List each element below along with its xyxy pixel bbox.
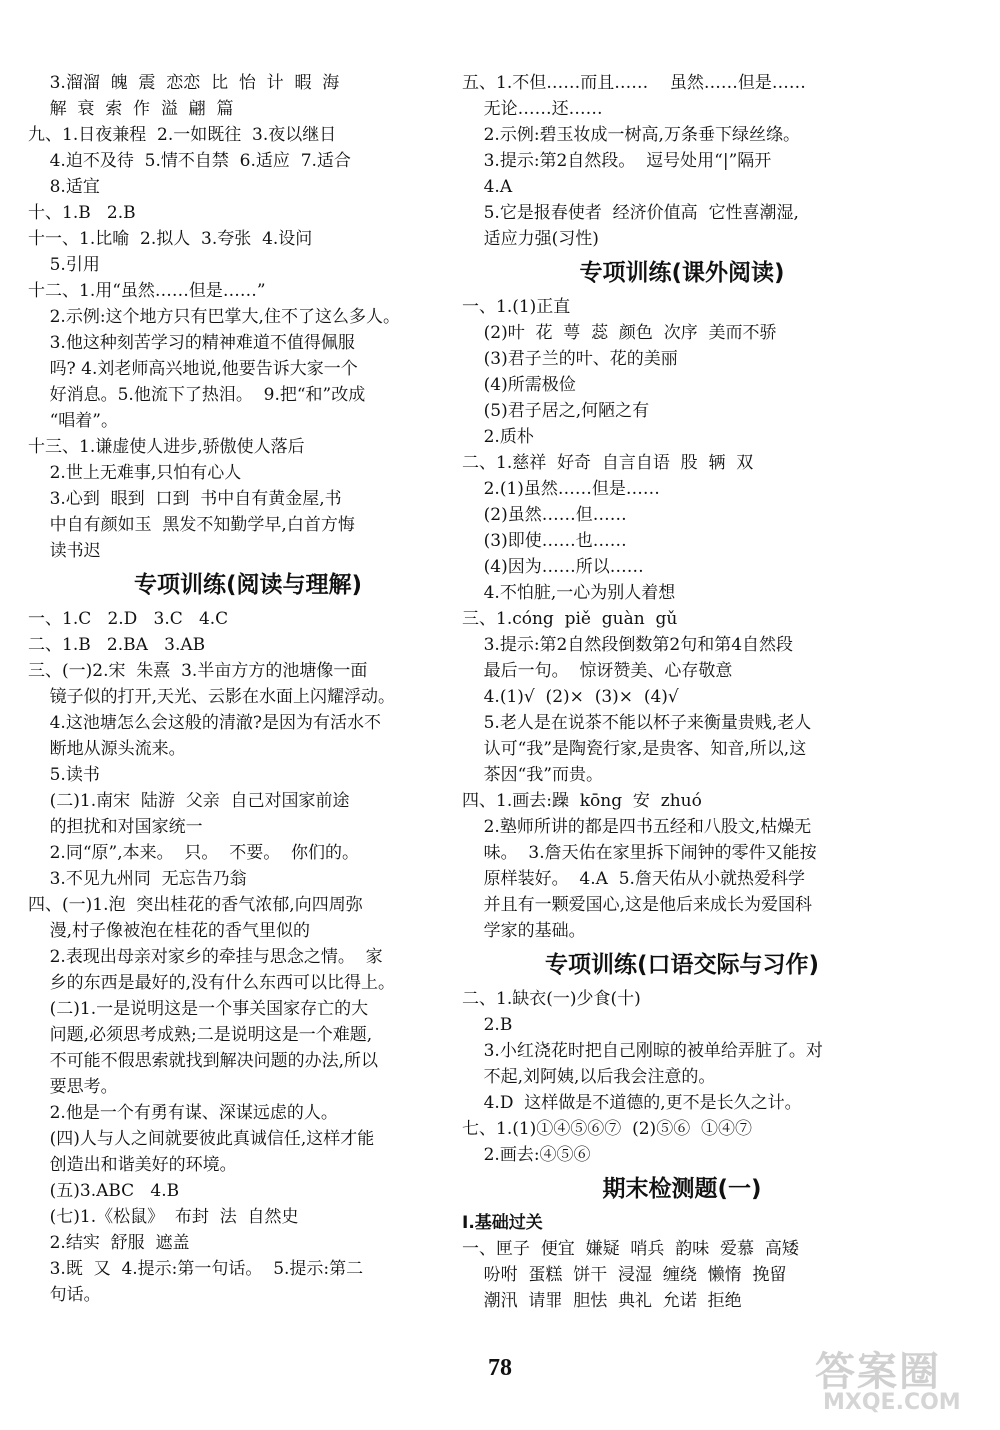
answer-line: 3.提示:第2自然段。 逗号处用“|”隔开	[462, 151, 772, 171]
answer-line: 潮汛 请罪 胆怯 典礼 允诺 拒绝	[462, 1291, 742, 1311]
answer-line: 二、1.慈祥 好奇 自言自语 股 辆 双	[462, 453, 754, 473]
answer-line: 问题,必须思考成熟;二是说明这是一个难题,	[28, 1025, 373, 1045]
answer-line: 并且有一颗爱国心,这是他后来成长为爱国科	[462, 895, 813, 915]
answer-line: (二)1.一是说明这是一个事关国家存亡的大	[28, 999, 369, 1019]
section-heading: 期末检测题(一)	[602, 1176, 762, 1202]
answer-line: 三、(一)2.宋 朱熹 3.半亩方方的池塘像一面	[28, 661, 368, 681]
answer-line: 适应力强(习性)	[462, 229, 599, 249]
watermark-logo	[815, 1340, 985, 1420]
answer-line: 四、1.画去:躁 kōng 安 zhuó	[462, 791, 702, 811]
answer-line: 3.他这种刻苦学习的精神难道不值得佩服	[28, 333, 355, 353]
answer-line: 最后一句。 惊讶赞美、心存敬意	[462, 661, 733, 681]
answer-line: 8.适宜	[28, 177, 100, 197]
answer-line: 3.不见九州同 无忘告乃翁	[28, 869, 247, 889]
answer-line: 九、1.日夜兼程 2.一如既往 3.夜以继日	[28, 125, 337, 145]
answer-line: (3)即使……也……	[462, 531, 627, 551]
answer-line: 吗? 4.刘老师高兴地说,他要告诉大家一个	[28, 359, 358, 379]
answer-line: 2.他是一个有勇有谋、深谋远虑的人。	[28, 1103, 338, 1123]
answer-line: 好消息。5.他流下了热泪。 9.把“和”改成	[28, 385, 366, 405]
answer-line: 2.塾师所讲的都是四书五经和八股文,枯燥无	[462, 817, 812, 837]
answer-line: 4.迫不及待 5.情不自禁 6.适应 7.适合	[28, 151, 351, 171]
answer-line: 2.B	[462, 1015, 513, 1035]
answer-line: (二)1.南宋 陆游 父亲 自己对国家前途	[28, 791, 350, 811]
answer-line: 3.心到 眼到 口到 书中自有黄金屋,书	[28, 489, 342, 509]
answer-line: 4.这池塘怎么会这般的清澈?是因为有活水不	[28, 713, 381, 733]
answer-line: 一、1.(1)正直	[462, 297, 571, 317]
section-heading: 专项训练(课外阅读)	[579, 260, 785, 286]
answer-line: 3.溜溜 魄 震 恋恋 比 怡 计 暇 海	[28, 73, 340, 93]
section-heading: 专项训练(口语交际与习作)	[544, 952, 820, 978]
answer-line: 5.读书	[28, 765, 100, 785]
answer-line: 十二、1.用“虽然……但是……”	[28, 281, 266, 301]
answer-line: 一、1.C 2.D 3.C 4.C	[28, 609, 229, 629]
answer-line: 3.提示:第2自然段倒数第2句和第4自然段	[462, 635, 794, 655]
answer-line: 4.A	[462, 177, 513, 197]
answer-line: 5.引用	[28, 255, 100, 275]
answer-line: 5.老人是在说茶不能以杯子来衡量贵贱,老人	[462, 713, 812, 733]
answer-line: 二、1.缺衣(一)少食(十)	[462, 989, 641, 1009]
answer-line: 2.示例:碧玉妆成一树高,万条垂下绿丝绦。	[462, 125, 800, 145]
answer-line: 吩咐 蛋糕 饼干 浸湿 缠绕 懒惰 挽留	[462, 1265, 787, 1285]
answer-line: 中自有颜如玉 黑发不知勤学早,白首方悔	[28, 515, 355, 535]
right-column	[462, 70, 902, 1314]
watermark-bottom-text: MXQE.COM	[823, 1390, 961, 1415]
answer-line: (4)因为……所以……	[462, 557, 644, 577]
answer-line: 2.世上无难事,只怕有心人	[28, 463, 242, 483]
answer-line: 2.画去:④⑤⑥	[462, 1145, 591, 1165]
answer-line: 4.D 这样做是不道德的,更不是长久之计。	[462, 1093, 802, 1113]
answer-line: (2)叶 花 萼 蕊 颜色 次序 美而不骄	[462, 323, 777, 343]
answer-line: 的担扰和对国家统一	[28, 817, 203, 837]
answer-line: (2)虽然……但……	[462, 505, 627, 525]
answer-line: 2.同“原”,本来。 只。 不要。 你们的。	[28, 843, 360, 863]
answer-line: (五)3.ABC 4.B	[28, 1181, 180, 1201]
answer-line: 乡的东西是最好的,没有什么东西可以比得上。	[28, 973, 396, 993]
answer-line: 解 衰 索 作 溢 翩 篇	[28, 99, 234, 119]
answer-line: 3.小红浇花时把自己刚晾的被单给弄脏了。对	[462, 1041, 823, 1061]
answer-line: 句话。	[28, 1285, 101, 1305]
answer-line: 2.示例:这个地方只有巴掌大,住不了这么多人。	[28, 307, 400, 327]
answer-line: 十一、1.比喻 2.拟人 3.夸张 4.设问	[28, 229, 313, 249]
answer-line: 要思考。	[28, 1077, 118, 1097]
answer-line: 断地从源头流来。	[28, 739, 186, 759]
page-number: 78	[488, 1355, 512, 1381]
answer-line: 3.既 又 4.提示:第一句话。 5.提示:第二	[28, 1259, 364, 1279]
answer-line: (3)君子兰的叶、花的美丽	[462, 349, 678, 369]
answer-line: 无论……还……	[462, 99, 603, 119]
answer-line: 镜子似的打开,天光、云影在水面上闪耀浮动。	[28, 687, 396, 707]
answer-line: 学家的基础。	[462, 921, 586, 941]
answer-line: 2.质朴	[462, 427, 534, 447]
answer-line: 二、1.B 2.BA 3.AB	[28, 635, 206, 655]
answer-line: 不起,刘阿姨,以后我会注意的。	[462, 1067, 716, 1087]
answer-line: 原样装好。 4.A 5.詹天佑从小就热爱科学	[462, 869, 805, 889]
answer-line: 五、1.不但……而且…… 虽然……但是……	[462, 73, 806, 93]
answer-line: 创造出和谐美好的环境。	[28, 1155, 237, 1175]
answer-line: 4.(1)√ (2)× (3)× (4)√	[462, 687, 679, 707]
watermark-top-text: 答案圈	[815, 1349, 941, 1395]
answer-line: (七)1.《松鼠》 布封 法 自然史	[28, 1207, 299, 1227]
subsection-heading: Ⅰ.基础过关	[462, 1213, 543, 1233]
answer-line: 十三、1.谦虚使人进步,骄傲使人落后	[28, 437, 305, 457]
answer-line: 三、1.cóng piě guàn gǔ	[462, 609, 678, 629]
answer-line: 四、(一)1.泡 突出桂花的香气浓郁,向四周弥	[28, 895, 363, 915]
answer-line: 5.它是报春使者 经济价值高 它性喜潮湿,	[462, 203, 799, 223]
answer-line: (四)人与人之间就要彼此真诚信任,这样才能	[28, 1129, 375, 1149]
answer-line: “唱着”。	[28, 411, 118, 431]
answer-line: 味。 3.詹天佑在家里拆下闹钟的零件又能按	[462, 843, 817, 863]
answer-line: 七、1.(1)①④⑤⑥⑦ (2)⑤⑥ ①④⑦	[462, 1119, 752, 1139]
answer-line: 不可能不假思索就找到解决问题的办法,所以	[28, 1051, 379, 1071]
answer-line: 4.不怕脏,一心为别人着想	[462, 583, 676, 603]
answer-line: (5)君子居之,何陋之有	[462, 401, 650, 421]
answer-line: 2.表现出母亲对家乡的牵挂与思念之情。 家	[28, 947, 383, 967]
answer-line: 读书迟	[28, 541, 101, 561]
section-heading: 专项训练(阅读与理解)	[133, 572, 363, 598]
left-column	[28, 70, 468, 1308]
answer-line: 茶因“我”而贵。	[462, 765, 603, 785]
answer-line: 2.结实 舒服 遮盖	[28, 1233, 190, 1253]
answer-line: 一、匣子 便宜 嫌疑 哨兵 韵味 爱慕 高矮	[462, 1239, 799, 1259]
answer-line: 2.(1)虽然……但是……	[462, 479, 660, 499]
answer-line: 认可“我”是陶瓷行家,是贵客、知音,所以,这	[462, 739, 807, 759]
answer-line: (4)所需极俭	[462, 375, 576, 395]
answer-line: 十、1.B 2.B	[28, 203, 136, 223]
answer-line: 漫,村子像被泡在桂花的香气里似的	[28, 921, 311, 941]
